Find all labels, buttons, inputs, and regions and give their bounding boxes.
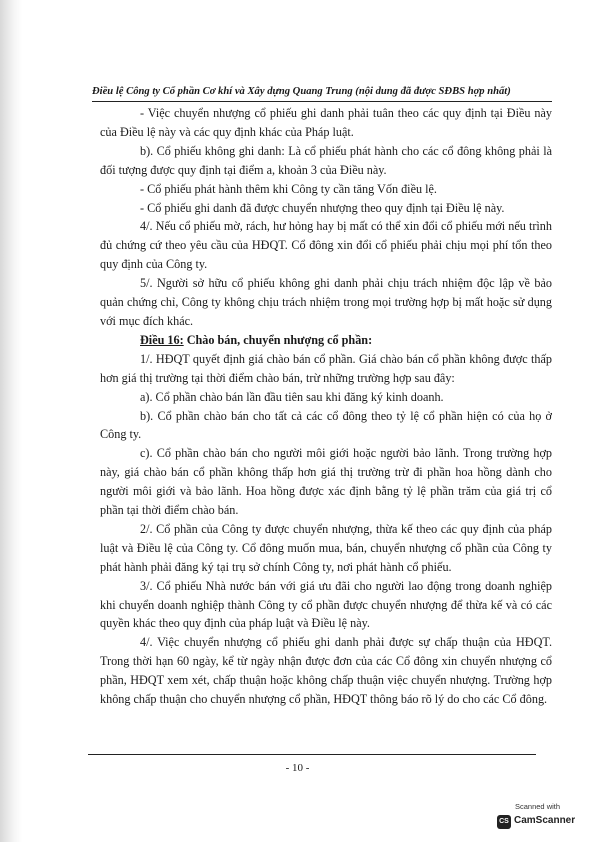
body-paragraph: 1/. HĐQT quyết định giá chào bán cổ phần. Giá chào bán cổ phần không được thấp hơn giá thị trường tại thời điểm chào bán, trừ những trường hợp sau đây: xyxy=(100,351,552,385)
body-paragraph: - Cổ phiếu phát hành thêm khi Công ty cần tăng Vốn điều lệ. xyxy=(140,181,437,196)
body-paragraph: 4/. Nếu cổ phiếu mờ, rách, hư hỏng hay bị mất có thể xin đổi cổ phiếu mới nếu trình đủ chứng cứ theo yêu cầu của HĐQT. Cổ đông xin đổi cổ phiếu phải chịu mọi phí tổn theo quy định của Công ty. xyxy=(100,219,552,272)
body-paragraph: 3/. Cổ phiếu Nhà nước bán với giá ưu đãi cho người lao động trong doanh nghiệp khi chuyển doanh nghiệp thành Công ty cổ phần được chuyển nhượng để thừa kế và có các quyền khác theo quy định của pháp luật và Điều lệ này. xyxy=(100,578,552,631)
body-paragraph: - Cổ phiếu ghi danh đã được chuyển nhượng theo quy định tại Điều lệ này. xyxy=(140,200,505,215)
body-paragraph: - Việc chuyển nhượng cổ phiếu ghi danh phải tuân theo các quy định tại Điều này của Điều lệ này và các quy định khác của Pháp luật. xyxy=(100,106,552,139)
watermark-caption: Scanned with xyxy=(515,802,561,811)
body-paragraph: c). Cổ phần chào bán cho người môi giới hoặc người bảo lãnh. Trong trường hợp này, giá chào bán cổ phần không thấp hơn giá thị trường trừ đi phần hoa hồng dành cho người môi giới và bảo lãnh. Hoa hồng được xác định bằng tỷ lệ phần trăm của giá trị cổ phần tại thời điểm chào bán. xyxy=(100,446,552,518)
page-number: - 10 - xyxy=(285,762,310,774)
article-number: Điều 16: xyxy=(140,332,184,347)
camscanner-logo-icon: CS xyxy=(497,815,511,829)
document-header: Điều lệ Công ty Cổ phần Cơ khí và Xây dựng Quang Trung (nội dung đã được SĐBS hợp nhất) xyxy=(92,86,511,97)
watermark-name: CamScanner xyxy=(514,815,576,826)
body-paragraph: 2/. Cổ phần của Công ty được chuyển nhượng, thừa kế theo các quy định của pháp luật và Điều lệ của Công ty. Cổ đông muốn mua, bán, chuyển nhượng cổ phần của Công ty phát hành phải đăng ký tại trụ sở chính Công ty, nơi phát hành cổ phiếu. xyxy=(100,521,552,574)
body-paragraph: a). Cổ phần chào bán lần đầu tiên sau khi đăng ký kinh doanh. xyxy=(140,389,444,404)
body-paragraph: b). Cổ phiếu không ghi danh: Là cổ phiếu phát hành cho các cổ đông không phải là đối tượng được quy định tại điểm a, khoản 3 của Điều này. xyxy=(100,143,552,177)
article-heading xyxy=(100,331,552,350)
article-title: Chào bán, chuyển nhượng cổ phần: xyxy=(183,332,373,347)
footer-divider xyxy=(88,754,536,755)
body-paragraph: 4/. Việc chuyển nhượng cổ phiếu ghi danh phải được sự chấp thuận của HĐQT. Trong thời hạn 60 ngày, kể từ ngày nhận được đơn của các Cổ đông xin chuyển nhượng cổ phần, HĐQT xem xét, chấp thuận hoặc không chấp thuận việc chuyển nhượng. Trường hợp không chấp thuận cho chuyển nhượng cổ phần, HĐQT thông báo rõ lý do cho các Cổ đông. xyxy=(100,635,552,707)
body-paragraph: 5/. Người sở hữu cổ phiếu không ghi danh phải chịu trách nhiệm độc lập về bảo quản chứng chỉ, Công ty không chịu trách nhiệm trong mọi trường hợp bị mất hoặc sử dụng với mục đích khác. xyxy=(100,276,552,328)
document-body xyxy=(100,104,552,754)
body-paragraph: b). Cổ phần chào bán cho tất cả các cổ đông theo tỷ lệ cổ phần hiện có của họ ở Công ty. xyxy=(100,408,552,442)
page-edge-shadow xyxy=(0,0,22,842)
header-divider xyxy=(92,101,552,102)
camscanner-watermark xyxy=(497,802,589,834)
